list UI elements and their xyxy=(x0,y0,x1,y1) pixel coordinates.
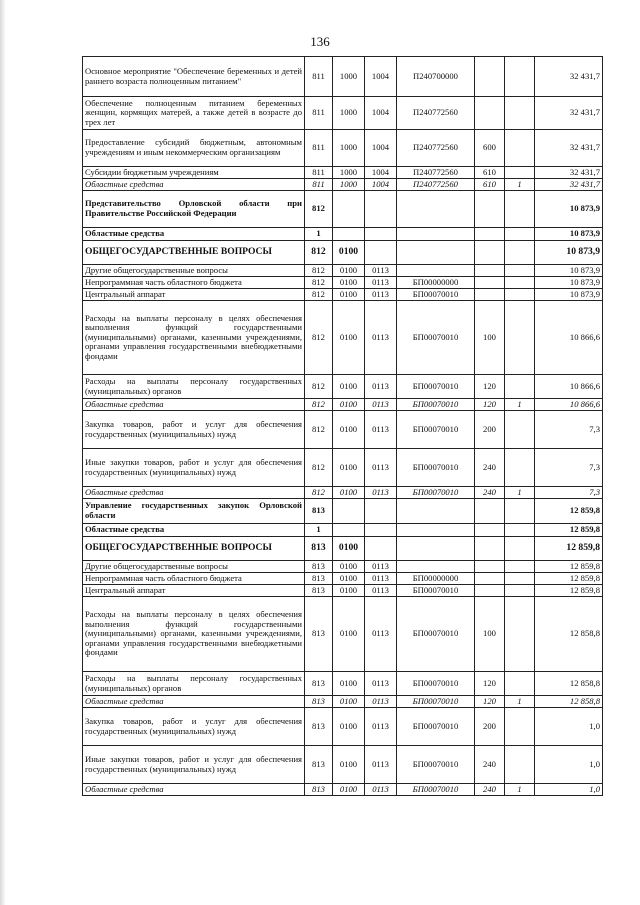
table-row xyxy=(83,597,603,672)
cell-grbs: 812 xyxy=(305,289,333,301)
cell-subsection: 0113 xyxy=(365,585,397,597)
cell-funding-source xyxy=(505,265,535,277)
cell-funding-source xyxy=(505,708,535,746)
cell-grbs: 812 xyxy=(305,399,333,411)
cell-amount: 1,0 xyxy=(535,708,603,746)
cell-grbs: 813 xyxy=(305,537,333,561)
cell-expense-type xyxy=(475,57,505,97)
cell-target-article: БП00070010 xyxy=(397,411,475,449)
cell-target-article: БП00000000 xyxy=(397,573,475,585)
cell-name: ОБЩЕГОСУДАРСТВЕННЫЕ ВОПРОСЫ xyxy=(83,537,305,561)
cell-section xyxy=(333,524,365,537)
cell-name: Управление государственных закупок Орловской области xyxy=(83,499,305,524)
cell-subsection: 0113 xyxy=(365,301,397,375)
cell-target-article: П240772560 xyxy=(397,167,475,179)
table-row xyxy=(83,537,603,561)
cell-grbs: 1 xyxy=(305,524,333,537)
cell-name: ОБЩЕГОСУДАРСТВЕННЫЕ ВОПРОСЫ xyxy=(83,241,305,265)
cell-funding-source xyxy=(505,289,535,301)
cell-grbs: 812 xyxy=(305,241,333,265)
scan-edge xyxy=(0,0,6,905)
cell-grbs: 811 xyxy=(305,97,333,130)
cell-section: 0100 xyxy=(333,375,365,399)
cell-target-article: БП00070010 xyxy=(397,399,475,411)
cell-name: Непрограммная часть областного бюджета xyxy=(83,277,305,289)
cell-target-article: БП00070010 xyxy=(397,449,475,487)
cell-target-article: БП00000000 xyxy=(397,277,475,289)
cell-subsection: 0113 xyxy=(365,784,397,796)
cell-section xyxy=(333,191,365,228)
cell-name: Расходы на выплаты персоналу государственных (муниципальных) органов xyxy=(83,672,305,696)
cell-expense-type xyxy=(475,561,505,573)
cell-funding-source xyxy=(505,561,535,573)
cell-subsection: 0113 xyxy=(365,487,397,499)
table-row xyxy=(83,277,603,289)
cell-name: Другие общегосударственные вопросы xyxy=(83,561,305,573)
cell-funding-source xyxy=(505,524,535,537)
cell-grbs: 1 xyxy=(305,228,333,241)
cell-name: Областные средства xyxy=(83,399,305,411)
cell-grbs: 812 xyxy=(305,265,333,277)
cell-amount: 10 866,6 xyxy=(535,301,603,375)
cell-grbs: 811 xyxy=(305,179,333,191)
cell-funding-source xyxy=(505,672,535,696)
cell-amount: 7,3 xyxy=(535,449,603,487)
cell-section: 0100 xyxy=(333,289,365,301)
cell-expense-type xyxy=(475,537,505,561)
cell-amount: 32 431,7 xyxy=(535,130,603,167)
cell-expense-type: 120 xyxy=(475,399,505,411)
table-row xyxy=(83,585,603,597)
cell-funding-source xyxy=(505,375,535,399)
cell-name: Предоставление субсидий бюджетным, автономным учреждениям и иным некоммерческим организациям xyxy=(83,130,305,167)
cell-expense-type: 120 xyxy=(475,375,505,399)
table-row xyxy=(83,167,603,179)
cell-target-article: БП00070010 xyxy=(397,375,475,399)
cell-section: 0100 xyxy=(333,399,365,411)
cell-funding-source xyxy=(505,301,535,375)
cell-section: 0100 xyxy=(333,561,365,573)
cell-target-article xyxy=(397,537,475,561)
cell-expense-type: 100 xyxy=(475,597,505,672)
table-row xyxy=(83,289,603,301)
cell-funding-source xyxy=(505,499,535,524)
budget-table xyxy=(82,56,603,796)
cell-name: Расходы на выплаты персоналу в целях обеспечения выполнения функций государственными (муниципальными) органами, казенными учреждениями, органами управления государственными внебюджетными фондами xyxy=(83,301,305,375)
cell-funding-source xyxy=(505,746,535,784)
cell-funding-source xyxy=(505,449,535,487)
cell-subsection: 0113 xyxy=(365,696,397,708)
cell-name: Основное мероприятие "Обеспечение беременных и детей раннего возраста полноценным питанием" xyxy=(83,57,305,97)
cell-expense-type: 100 xyxy=(475,301,505,375)
cell-grbs: 813 xyxy=(305,746,333,784)
cell-subsection: 0113 xyxy=(365,375,397,399)
cell-funding-source xyxy=(505,241,535,265)
cell-grbs: 813 xyxy=(305,561,333,573)
cell-amount: 10 866,6 xyxy=(535,375,603,399)
cell-expense-type: 240 xyxy=(475,784,505,796)
cell-subsection: 0113 xyxy=(365,277,397,289)
cell-amount: 12 859,8 xyxy=(535,499,603,524)
cell-subsection: 0113 xyxy=(365,411,397,449)
cell-section: 0100 xyxy=(333,411,365,449)
cell-grbs: 812 xyxy=(305,411,333,449)
table-row xyxy=(83,487,603,499)
cell-amount: 12 859,8 xyxy=(535,561,603,573)
cell-subsection: 0113 xyxy=(365,672,397,696)
cell-name: Областные средства xyxy=(83,487,305,499)
cell-name: Областные средства xyxy=(83,524,305,537)
table-row xyxy=(83,784,603,796)
cell-expense-type xyxy=(475,499,505,524)
cell-name: Иные закупки товаров, работ и услуг для обеспечения государственных (муниципальных) нужд xyxy=(83,449,305,487)
cell-subsection: 0113 xyxy=(365,561,397,573)
cell-subsection xyxy=(365,228,397,241)
cell-target-article xyxy=(397,265,475,277)
cell-expense-type xyxy=(475,265,505,277)
cell-target-article: БП00070010 xyxy=(397,597,475,672)
cell-name: Закупка товаров, работ и услуг для обеспечения государственных (муниципальных) нужд xyxy=(83,411,305,449)
cell-amount: 12 859,8 xyxy=(535,585,603,597)
cell-grbs: 813 xyxy=(305,696,333,708)
cell-grbs: 813 xyxy=(305,585,333,597)
cell-section: 0100 xyxy=(333,573,365,585)
cell-target-article xyxy=(397,191,475,228)
cell-amount: 12 858,8 xyxy=(535,597,603,672)
cell-grbs: 811 xyxy=(305,130,333,167)
cell-expense-type xyxy=(475,289,505,301)
cell-subsection xyxy=(365,191,397,228)
cell-expense-type: 240 xyxy=(475,487,505,499)
table-row xyxy=(83,708,603,746)
cell-name: Обеспечение полноценным питанием беременных женщин, кормящих матерей, а также детей в возрасте до трех лет xyxy=(83,97,305,130)
cell-grbs: 813 xyxy=(305,672,333,696)
cell-funding-source xyxy=(505,585,535,597)
table-row xyxy=(83,228,603,241)
cell-grbs: 811 xyxy=(305,57,333,97)
cell-section: 0100 xyxy=(333,301,365,375)
cell-expense-type: 200 xyxy=(475,411,505,449)
cell-section: 0100 xyxy=(333,696,365,708)
cell-amount: 10 873,9 xyxy=(535,241,603,265)
cell-grbs: 812 xyxy=(305,191,333,228)
table-row xyxy=(83,746,603,784)
cell-grbs: 813 xyxy=(305,597,333,672)
table-row xyxy=(83,499,603,524)
table-row xyxy=(83,241,603,265)
cell-target-article: БП00070010 xyxy=(397,585,475,597)
cell-name: Расходы на выплаты персоналу в целях обеспечения выполнения функций государственными (муниципальными) органами, казенными учреждениями, органами управления государственными внебюджетными фондами xyxy=(83,597,305,672)
cell-funding-source xyxy=(505,277,535,289)
cell-funding-source xyxy=(505,573,535,585)
cell-funding-source: 1 xyxy=(505,399,535,411)
cell-subsection: 0113 xyxy=(365,708,397,746)
cell-amount: 32 431,7 xyxy=(535,179,603,191)
cell-subsection: 1004 xyxy=(365,57,397,97)
cell-target-article xyxy=(397,499,475,524)
cell-grbs: 813 xyxy=(305,499,333,524)
cell-grbs: 813 xyxy=(305,784,333,796)
cell-section: 0100 xyxy=(333,784,365,796)
table-row xyxy=(83,449,603,487)
budget-table-body xyxy=(83,57,603,796)
cell-funding-source: 1 xyxy=(505,784,535,796)
cell-grbs: 813 xyxy=(305,708,333,746)
table-row xyxy=(83,524,603,537)
cell-target-article: БП00070010 xyxy=(397,784,475,796)
cell-name: Областные средства xyxy=(83,784,305,796)
cell-subsection: 1004 xyxy=(365,179,397,191)
table-row xyxy=(83,696,603,708)
cell-section: 1000 xyxy=(333,179,365,191)
cell-target-article xyxy=(397,241,475,265)
cell-expense-type: 610 xyxy=(475,179,505,191)
cell-target-article: БП00070010 xyxy=(397,301,475,375)
cell-grbs: 812 xyxy=(305,487,333,499)
cell-target-article: П240700000 xyxy=(397,57,475,97)
cell-target-article: П240772560 xyxy=(397,130,475,167)
cell-amount: 32 431,7 xyxy=(535,57,603,97)
cell-amount: 10 866,6 xyxy=(535,399,603,411)
cell-target-article xyxy=(397,524,475,537)
cell-grbs: 812 xyxy=(305,375,333,399)
cell-amount: 10 873,9 xyxy=(535,228,603,241)
cell-name: Центральный аппарат xyxy=(83,585,305,597)
cell-expense-type xyxy=(475,585,505,597)
table-row xyxy=(83,97,603,130)
table-row xyxy=(83,57,603,97)
table-row xyxy=(83,301,603,375)
cell-funding-source xyxy=(505,97,535,130)
cell-subsection xyxy=(365,241,397,265)
cell-amount: 10 873,9 xyxy=(535,277,603,289)
cell-funding-source: 1 xyxy=(505,696,535,708)
cell-subsection xyxy=(365,537,397,561)
cell-expense-type xyxy=(475,277,505,289)
cell-name: Областные средства xyxy=(83,696,305,708)
cell-section: 0100 xyxy=(333,585,365,597)
cell-amount: 10 873,9 xyxy=(535,191,603,228)
cell-expense-type xyxy=(475,228,505,241)
cell-section: 0100 xyxy=(333,597,365,672)
cell-name: Субсидии бюджетным учреждениям xyxy=(83,167,305,179)
cell-subsection xyxy=(365,524,397,537)
cell-name: Другие общегосударственные вопросы xyxy=(83,265,305,277)
cell-name: Расходы на выплаты персоналу государственных (муниципальных) органов xyxy=(83,375,305,399)
cell-section: 1000 xyxy=(333,130,365,167)
cell-subsection: 1004 xyxy=(365,97,397,130)
cell-funding-source: 1 xyxy=(505,487,535,499)
cell-amount: 12 859,8 xyxy=(535,524,603,537)
cell-amount: 7,3 xyxy=(535,487,603,499)
cell-amount: 1,0 xyxy=(535,746,603,784)
cell-target-article xyxy=(397,561,475,573)
cell-subsection: 0113 xyxy=(365,573,397,585)
cell-funding-source: 1 xyxy=(505,179,535,191)
cell-grbs: 812 xyxy=(305,277,333,289)
cell-expense-type: 240 xyxy=(475,449,505,487)
cell-grbs: 813 xyxy=(305,573,333,585)
table-row xyxy=(83,399,603,411)
cell-subsection: 0113 xyxy=(365,399,397,411)
cell-funding-source xyxy=(505,130,535,167)
cell-subsection: 0113 xyxy=(365,449,397,487)
table-row xyxy=(83,179,603,191)
cell-funding-source xyxy=(505,597,535,672)
cell-funding-source xyxy=(505,228,535,241)
cell-section: 0100 xyxy=(333,449,365,487)
cell-expense-type: 610 xyxy=(475,167,505,179)
cell-section: 0100 xyxy=(333,265,365,277)
cell-target-article xyxy=(397,228,475,241)
cell-expense-type: 120 xyxy=(475,672,505,696)
cell-subsection: 0113 xyxy=(365,597,397,672)
table-row xyxy=(83,573,603,585)
cell-name: Непрограммная часть областного бюджета xyxy=(83,573,305,585)
cell-section: 0100 xyxy=(333,277,365,289)
cell-subsection xyxy=(365,499,397,524)
cell-expense-type xyxy=(475,191,505,228)
cell-amount: 12 859,8 xyxy=(535,537,603,561)
cell-section xyxy=(333,228,365,241)
cell-expense-type: 240 xyxy=(475,746,505,784)
cell-amount: 1,0 xyxy=(535,784,603,796)
cell-amount: 12 858,8 xyxy=(535,696,603,708)
table-row xyxy=(83,672,603,696)
cell-expense-type xyxy=(475,97,505,130)
cell-funding-source xyxy=(505,57,535,97)
cell-expense-type xyxy=(475,241,505,265)
cell-expense-type: 200 xyxy=(475,708,505,746)
table-row xyxy=(83,191,603,228)
cell-name: Областные средства xyxy=(83,179,305,191)
cell-expense-type xyxy=(475,524,505,537)
page-number: 136 xyxy=(310,34,330,49)
cell-name: Закупка товаров, работ и услуг для обеспечения государственных (муниципальных) нужд xyxy=(83,708,305,746)
cell-section xyxy=(333,499,365,524)
cell-funding-source xyxy=(505,411,535,449)
cell-name: Областные средства xyxy=(83,228,305,241)
cell-subsection: 1004 xyxy=(365,130,397,167)
cell-funding-source xyxy=(505,537,535,561)
cell-name: Центральный аппарат xyxy=(83,289,305,301)
cell-subsection: 0113 xyxy=(365,265,397,277)
cell-section: 0100 xyxy=(333,672,365,696)
cell-amount: 10 873,9 xyxy=(535,289,603,301)
cell-amount: 10 873,9 xyxy=(535,265,603,277)
cell-target-article: БП00070010 xyxy=(397,289,475,301)
cell-amount: 7,3 xyxy=(535,411,603,449)
cell-subsection: 0113 xyxy=(365,746,397,784)
cell-target-article: БП00070010 xyxy=(397,696,475,708)
cell-section: 0100 xyxy=(333,241,365,265)
cell-section: 0100 xyxy=(333,746,365,784)
cell-section: 1000 xyxy=(333,97,365,130)
table-row xyxy=(83,130,603,167)
cell-expense-type: 120 xyxy=(475,696,505,708)
cell-target-article: БП00070010 xyxy=(397,672,475,696)
cell-grbs: 811 xyxy=(305,167,333,179)
cell-section: 1000 xyxy=(333,167,365,179)
table-row xyxy=(83,265,603,277)
table-row xyxy=(83,561,603,573)
cell-target-article: БП00070010 xyxy=(397,708,475,746)
cell-expense-type xyxy=(475,573,505,585)
cell-amount: 32 431,7 xyxy=(535,167,603,179)
table-row xyxy=(83,411,603,449)
cell-expense-type: 600 xyxy=(475,130,505,167)
cell-section: 1000 xyxy=(333,57,365,97)
cell-amount: 12 858,8 xyxy=(535,672,603,696)
cell-subsection: 0113 xyxy=(365,289,397,301)
cell-name: Иные закупки товаров, работ и услуг для обеспечения государственных (муниципальных) нужд xyxy=(83,746,305,784)
cell-target-article: БП00070010 xyxy=(397,746,475,784)
cell-target-article: БП00070010 xyxy=(397,487,475,499)
cell-name: Представительство Орловской области при Правительстве Российской Федерации xyxy=(83,191,305,228)
cell-grbs: 812 xyxy=(305,301,333,375)
cell-grbs: 812 xyxy=(305,449,333,487)
cell-amount: 12 859,8 xyxy=(535,573,603,585)
cell-amount: 32 431,7 xyxy=(535,97,603,130)
cell-target-article: П240772560 xyxy=(397,179,475,191)
cell-funding-source xyxy=(505,191,535,228)
cell-section: 0100 xyxy=(333,487,365,499)
table-row xyxy=(83,375,603,399)
cell-target-article: П240772560 xyxy=(397,97,475,130)
cell-subsection: 1004 xyxy=(365,167,397,179)
cell-funding-source xyxy=(505,167,535,179)
cell-section: 0100 xyxy=(333,537,365,561)
cell-section: 0100 xyxy=(333,708,365,746)
